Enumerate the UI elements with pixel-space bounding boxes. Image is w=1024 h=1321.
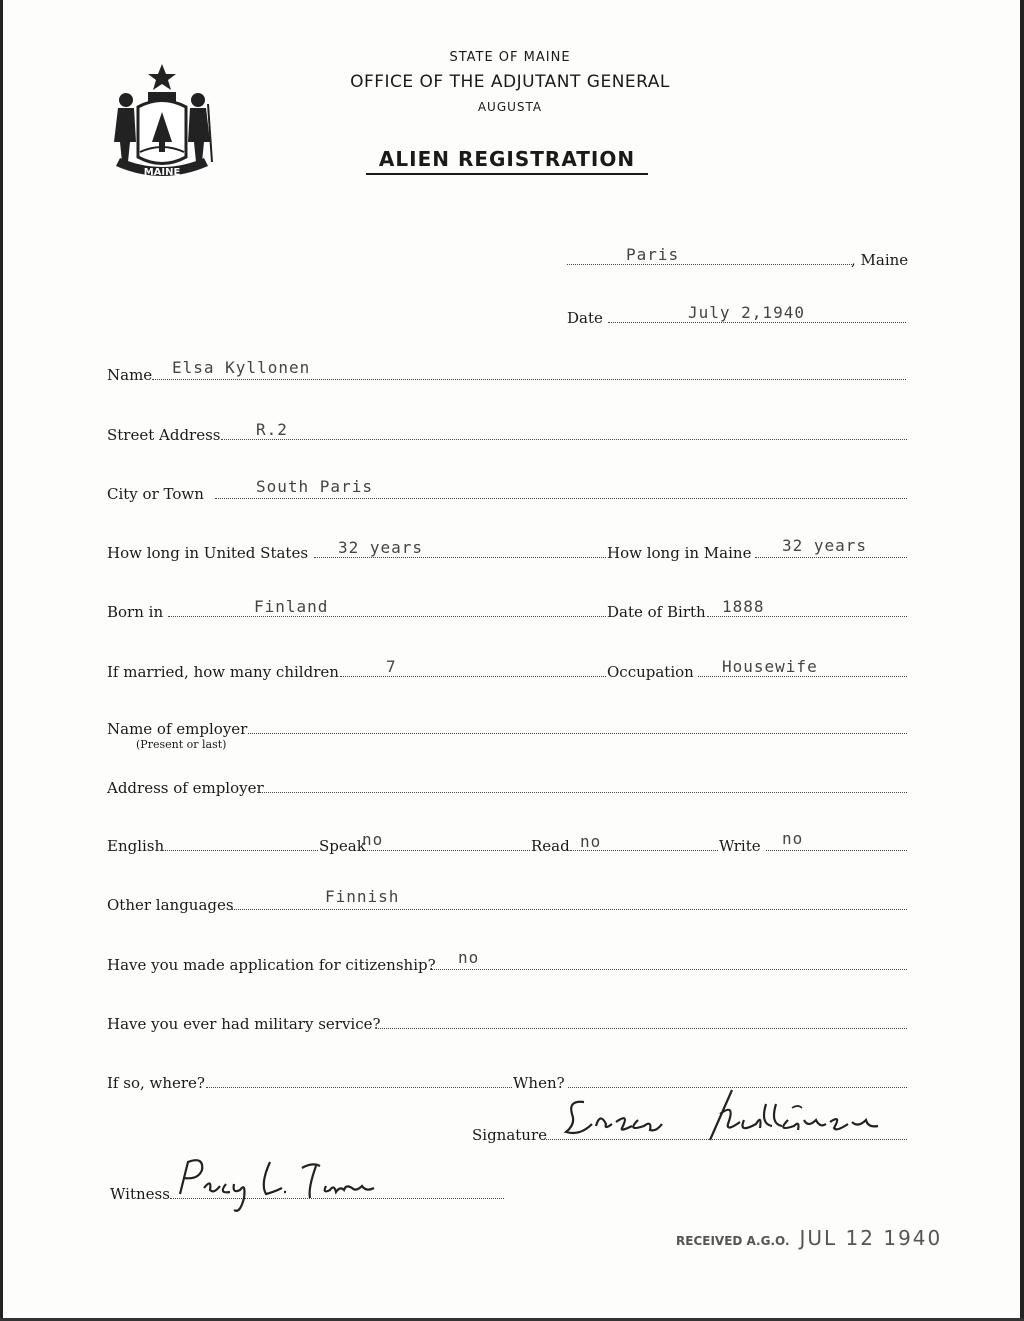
read-line [570,850,718,851]
witness-handwriting [170,1148,390,1220]
citizenship-label: Have you made application for citizenship? [107,956,436,974]
street-value[interactable]: R.2 [256,420,288,439]
seal-text: MAINE [143,167,181,178]
write-label: Write [719,837,761,855]
speak-label: Speak [319,837,366,855]
military-line[interactable] [376,1028,907,1029]
when-label: When? [513,1074,565,1092]
employer-sublabel: (Present or last) [136,738,227,751]
date-line [608,322,906,323]
occupation-line [698,676,907,677]
english-line [162,850,318,851]
us-years-value[interactable]: 32 years [338,538,424,557]
children-value[interactable]: 7 [386,657,397,676]
where-label: If so, where? [107,1074,205,1092]
name-line [152,379,906,380]
street-line [221,439,907,440]
citizenship-line [430,969,907,970]
other-languages-label: Other languages [107,896,234,914]
read-label: Read [531,837,570,855]
employer-address-label: Address of employer [107,779,264,797]
where-line[interactable] [206,1087,512,1088]
maine-years-value[interactable]: 32 years [782,536,868,555]
state-seal-icon [108,62,216,187]
read-value[interactable]: no [580,832,602,851]
other-languages-value[interactable]: Finnish [325,887,400,906]
citizenship-value[interactable]: no [458,948,480,967]
children-line [340,676,606,677]
children-label: If married, how many children [107,663,339,681]
dob-value[interactable]: 1888 [722,597,765,616]
received-stamp [676,1226,942,1250]
stamp-date: JUL 12 1940 [799,1226,943,1250]
maine-years-label: How long in Maine [607,544,752,562]
name-value[interactable]: Elsa Kyllonen [172,358,311,377]
street-label: Street Address [107,426,221,444]
place-suffix: , Maine [851,251,909,269]
page-edge-right [1020,0,1024,1321]
english-label: English [107,837,165,855]
dob-label: Date of Birth [607,603,706,621]
write-line [766,850,907,851]
us-years-line [314,557,606,558]
dob-line [707,616,907,617]
signature-handwriting [560,1084,890,1154]
speak-line [362,850,530,851]
form-title: ALIEN REGISTRATION [366,147,648,175]
employer-address-line[interactable] [262,792,907,793]
header-city: AUGUSTA [477,100,543,114]
date-label: Date [567,309,603,327]
place-line [567,264,852,265]
signature-label: Signature [472,1126,548,1144]
stamp-prefix: RECEIVED A.G.O. [676,1234,790,1248]
city-label: City or Town [107,485,204,503]
born-line [168,616,606,617]
employer-label: Name of employer [107,720,248,738]
header-office: OFFICE OF THE ADJUTANT GENERAL [350,72,670,92]
place-value[interactable]: Paris [626,245,680,264]
name-label: Name [107,366,153,384]
header-state: STATE OF MAINE [449,50,571,65]
born-value[interactable]: Finland [254,597,329,616]
other-languages-line [232,909,907,910]
employer-line[interactable] [248,733,907,734]
maine-years-line [755,557,907,558]
witness-label: Witness [110,1185,170,1203]
military-label: Have you ever had military service? [107,1015,381,1033]
occupation-value[interactable]: Housewife [722,657,818,676]
city-line [215,498,907,499]
occupation-label: Occupation [607,663,694,681]
born-label: Born in [107,603,164,621]
write-value[interactable]: no [782,829,804,848]
city-value[interactable]: South Paris [256,477,373,496]
us-years-label: How long in United States [107,544,309,562]
page-edge-left [0,0,3,1321]
speak-value[interactable]: no [362,830,384,849]
date-value[interactable]: July 2,1940 [688,303,805,322]
